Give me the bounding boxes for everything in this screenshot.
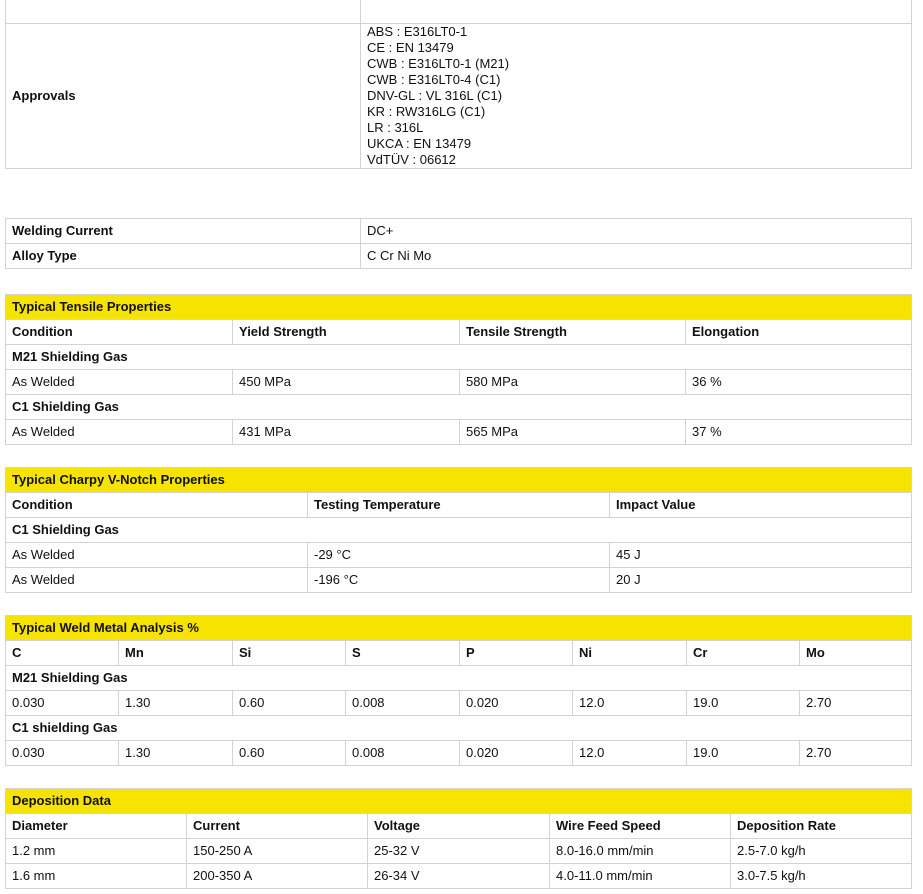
table-cell: 0.008	[346, 741, 460, 766]
table-cell: 19.0	[687, 691, 800, 716]
column-header: Wire Feed Speed	[550, 814, 731, 839]
approval-item: CWB : E316LT0-1 (M21)	[367, 56, 510, 71]
column-header: Yield Strength	[233, 320, 460, 345]
column-header: Testing Temperature	[308, 493, 610, 518]
table-cell: 37 %	[686, 420, 912, 445]
weld-metal-analysis-table	[5, 615, 912, 766]
table-cell: 1.2 mm	[6, 839, 187, 864]
table-cell: As Welded	[6, 543, 308, 568]
table-cell: 1.30	[119, 691, 233, 716]
table-cell: 565 MPa	[460, 420, 686, 445]
table-cell: As Welded	[6, 370, 233, 395]
table-row	[6, 864, 912, 889]
welding-current-label: Welding Current	[6, 219, 361, 244]
column-header: P	[460, 641, 573, 666]
group-label: C1 shielding Gas	[6, 716, 912, 741]
table-row	[6, 741, 912, 766]
table-cell: 4.0-11.0 mm/min	[550, 864, 731, 889]
tensile-properties-table	[5, 294, 912, 445]
table-cell: 2.70	[800, 741, 912, 766]
table-cell: 431 MPa	[233, 420, 460, 445]
table-cell: 0.030	[6, 741, 119, 766]
alloy-type-row	[6, 244, 912, 269]
table-row	[6, 568, 912, 593]
approval-item: CWB : E316LT0-4 (C1)	[367, 72, 501, 87]
column-header: Cr	[687, 641, 800, 666]
approvals-topline-row	[6, 0, 912, 24]
column-header: Elongation	[686, 320, 912, 345]
table-cell: As Welded	[6, 420, 233, 445]
column-header: Deposition Rate	[731, 814, 912, 839]
column-header: Current	[187, 814, 368, 839]
table-cell: 45 J	[610, 543, 912, 568]
welding-current-row	[6, 219, 912, 244]
table-cell: 0.020	[460, 741, 573, 766]
column-header: Diameter	[6, 814, 187, 839]
group-label: C1 Shielding Gas	[6, 518, 912, 543]
column-header: Mn	[119, 641, 233, 666]
approval-item: LR : 316L	[367, 120, 424, 135]
table-row	[6, 420, 912, 445]
alloy-type-value: C Cr Ni Mo	[361, 244, 912, 269]
approval-item: DNV-GL : VL 316L (C1)	[367, 88, 503, 103]
deposition-title: Deposition Data	[6, 789, 912, 814]
column-header: Condition	[6, 493, 308, 518]
table-cell: 8.0-16.0 mm/min	[550, 839, 731, 864]
table-cell: 20 J	[610, 568, 912, 593]
approval-item: CE : EN 13479	[367, 40, 454, 55]
group-label: C1 Shielding Gas	[6, 395, 912, 420]
approvals-list	[361, 24, 912, 169]
table-cell: 0.008	[346, 691, 460, 716]
column-header: Si	[233, 641, 346, 666]
charpy-header-row	[6, 493, 912, 518]
approval-item: KR : RW316LG (C1)	[367, 104, 486, 119]
table-cell: 12.0	[573, 741, 687, 766]
table-cell: 0.020	[460, 691, 573, 716]
table-cell: 2.5-7.0 kg/h	[731, 839, 912, 864]
table-row	[6, 691, 912, 716]
approvals-table	[5, 0, 912, 169]
table-cell: 580 MPa	[460, 370, 686, 395]
general-properties-table	[5, 218, 912, 269]
approval-item: ABS : E316LT0-1	[367, 24, 468, 39]
approvals-row	[6, 24, 912, 169]
table-cell: -29 °C	[308, 543, 610, 568]
charpy-properties-table	[5, 467, 912, 593]
approval-item: UKCA : EN 13479	[367, 136, 472, 151]
table-row	[6, 543, 912, 568]
table-cell: 36 %	[686, 370, 912, 395]
group-label: M21 Shielding Gas	[6, 666, 912, 691]
column-header: Voltage	[368, 814, 550, 839]
table-cell: 0.60	[233, 741, 346, 766]
approval-item: VdTÜV : 06612	[367, 152, 456, 167]
table-cell: 2.70	[800, 691, 912, 716]
tensile-header-row	[6, 320, 912, 345]
column-header: Tensile Strength	[460, 320, 686, 345]
table-cell: 12.0	[573, 691, 687, 716]
tensile-title: Typical Tensile Properties	[6, 295, 912, 320]
table-cell: 0.030	[6, 691, 119, 716]
table-cell: 19.0	[687, 741, 800, 766]
table-cell: 1.30	[119, 741, 233, 766]
column-header: Condition	[6, 320, 233, 345]
charpy-title: Typical Charpy V-Notch Properties	[6, 468, 912, 493]
table-cell: As Welded	[6, 568, 308, 593]
table-cell: 0.60	[233, 691, 346, 716]
table-row	[6, 839, 912, 864]
analysis-header-row	[6, 641, 912, 666]
column-header: C	[6, 641, 119, 666]
table-cell: 200-350 A	[187, 864, 368, 889]
table-cell: 150-250 A	[187, 839, 368, 864]
approvals-label: Approvals	[6, 24, 361, 169]
table-cell: 1.6 mm	[6, 864, 187, 889]
table-cell: 25-32 V	[368, 839, 550, 864]
deposition-header-row	[6, 814, 912, 839]
column-header: Mo	[800, 641, 912, 666]
deposition-data-table	[5, 788, 912, 889]
table-cell: 3.0-7.5 kg/h	[731, 864, 912, 889]
column-header: Impact Value	[610, 493, 912, 518]
table-row	[6, 370, 912, 395]
column-header: S	[346, 641, 460, 666]
table-cell: 26-34 V	[368, 864, 550, 889]
analysis-title: Typical Weld Metal Analysis %	[6, 616, 912, 641]
alloy-type-label: Alloy Type	[6, 244, 361, 269]
welding-current-value: DC+	[361, 219, 912, 244]
group-label: M21 Shielding Gas	[6, 345, 912, 370]
table-cell: -196 °C	[308, 568, 610, 593]
table-cell: 450 MPa	[233, 370, 460, 395]
column-header: Ni	[573, 641, 687, 666]
